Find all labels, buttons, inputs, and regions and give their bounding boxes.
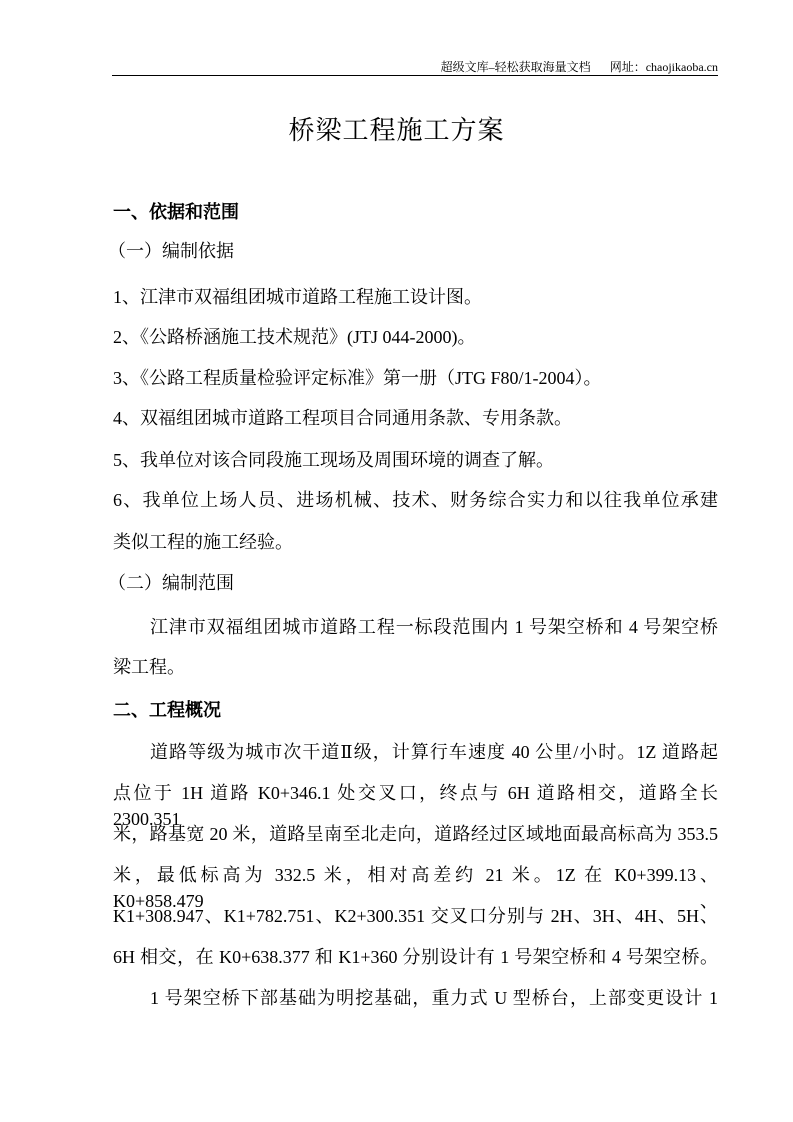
paragraph-line: 6H 相交，在 K0+638.377 和 K1+360 分别设计有 1 号架空桥和 4 号架空桥。: [113, 947, 718, 967]
list-item: 4、双福组团城市道路工程项目合同通用条款、专用条款。: [113, 408, 572, 428]
list-item: 6、我单位上场人员、进场机械、技术、财务综合实力和以往我单位承建: [113, 490, 718, 510]
paragraph-line: 梁工程。: [113, 657, 185, 677]
subsection-heading-basis: （一）编制依据: [108, 241, 234, 261]
document-title: 桥梁工程施工方案: [288, 116, 505, 145]
header-rule: [112, 75, 718, 76]
page-header: [441, 58, 718, 75]
paragraph-line: K1+308.947、K1+782.751、K2+300.351 交叉口分别与 2H、3H、4H、5H、: [113, 906, 718, 926]
paragraph-line: 米，路基宽 20 米，道路呈南至北走向，道路经过区域地面最高标高为 353.5: [113, 824, 718, 844]
list-item: 1、江津市双福组团城市道路工程施工设计图。: [113, 287, 482, 307]
paragraph-line: 1 号架空桥下部基础为明挖基础，重力式 U 型桥台，上部变更设计 1: [150, 988, 718, 1008]
paragraph-line: 米，最低标高为 332.5 米，相对高差约 21 米。1Z 在 K0+399.13、K0+858.479、: [113, 865, 718, 911]
paragraph-line: 江津市双福组团城市道路工程一标段范围内 1 号架空桥和 4 号架空桥: [150, 617, 718, 637]
list-item-continuation: 类似工程的施工经验。: [113, 532, 293, 552]
header-url: 网址：chaojikaoba.cn: [609, 60, 718, 74]
list-item: 2、《公路桥涵施工技术规范》(JTJ 044-2000)。: [113, 327, 476, 347]
header-site-name: 超级文库–轻松获取海量文档: [440, 60, 591, 74]
list-item: 3、《公路工程质量检验评定标准》第一册（JTG F80/1-2004）。: [113, 368, 602, 388]
paragraph-line: 道路等级为城市次干道Ⅱ级，计算行车速度 40 公里/小时。1Z 道路起: [150, 742, 718, 762]
section-heading-1: 一、依据和范围: [113, 202, 239, 222]
paragraph-line: 点位于 1H 道路 K0+346.1 处交叉口，终点与 6H 道路相交，道路全长 2300.351: [113, 783, 718, 829]
section-heading-2: 二、工程概况: [113, 700, 221, 720]
subsection-heading-scope: （二）编制范围: [108, 573, 234, 593]
list-item: 5、我单位对该合同段施工现场及周围环境的调查了解。: [113, 450, 554, 470]
